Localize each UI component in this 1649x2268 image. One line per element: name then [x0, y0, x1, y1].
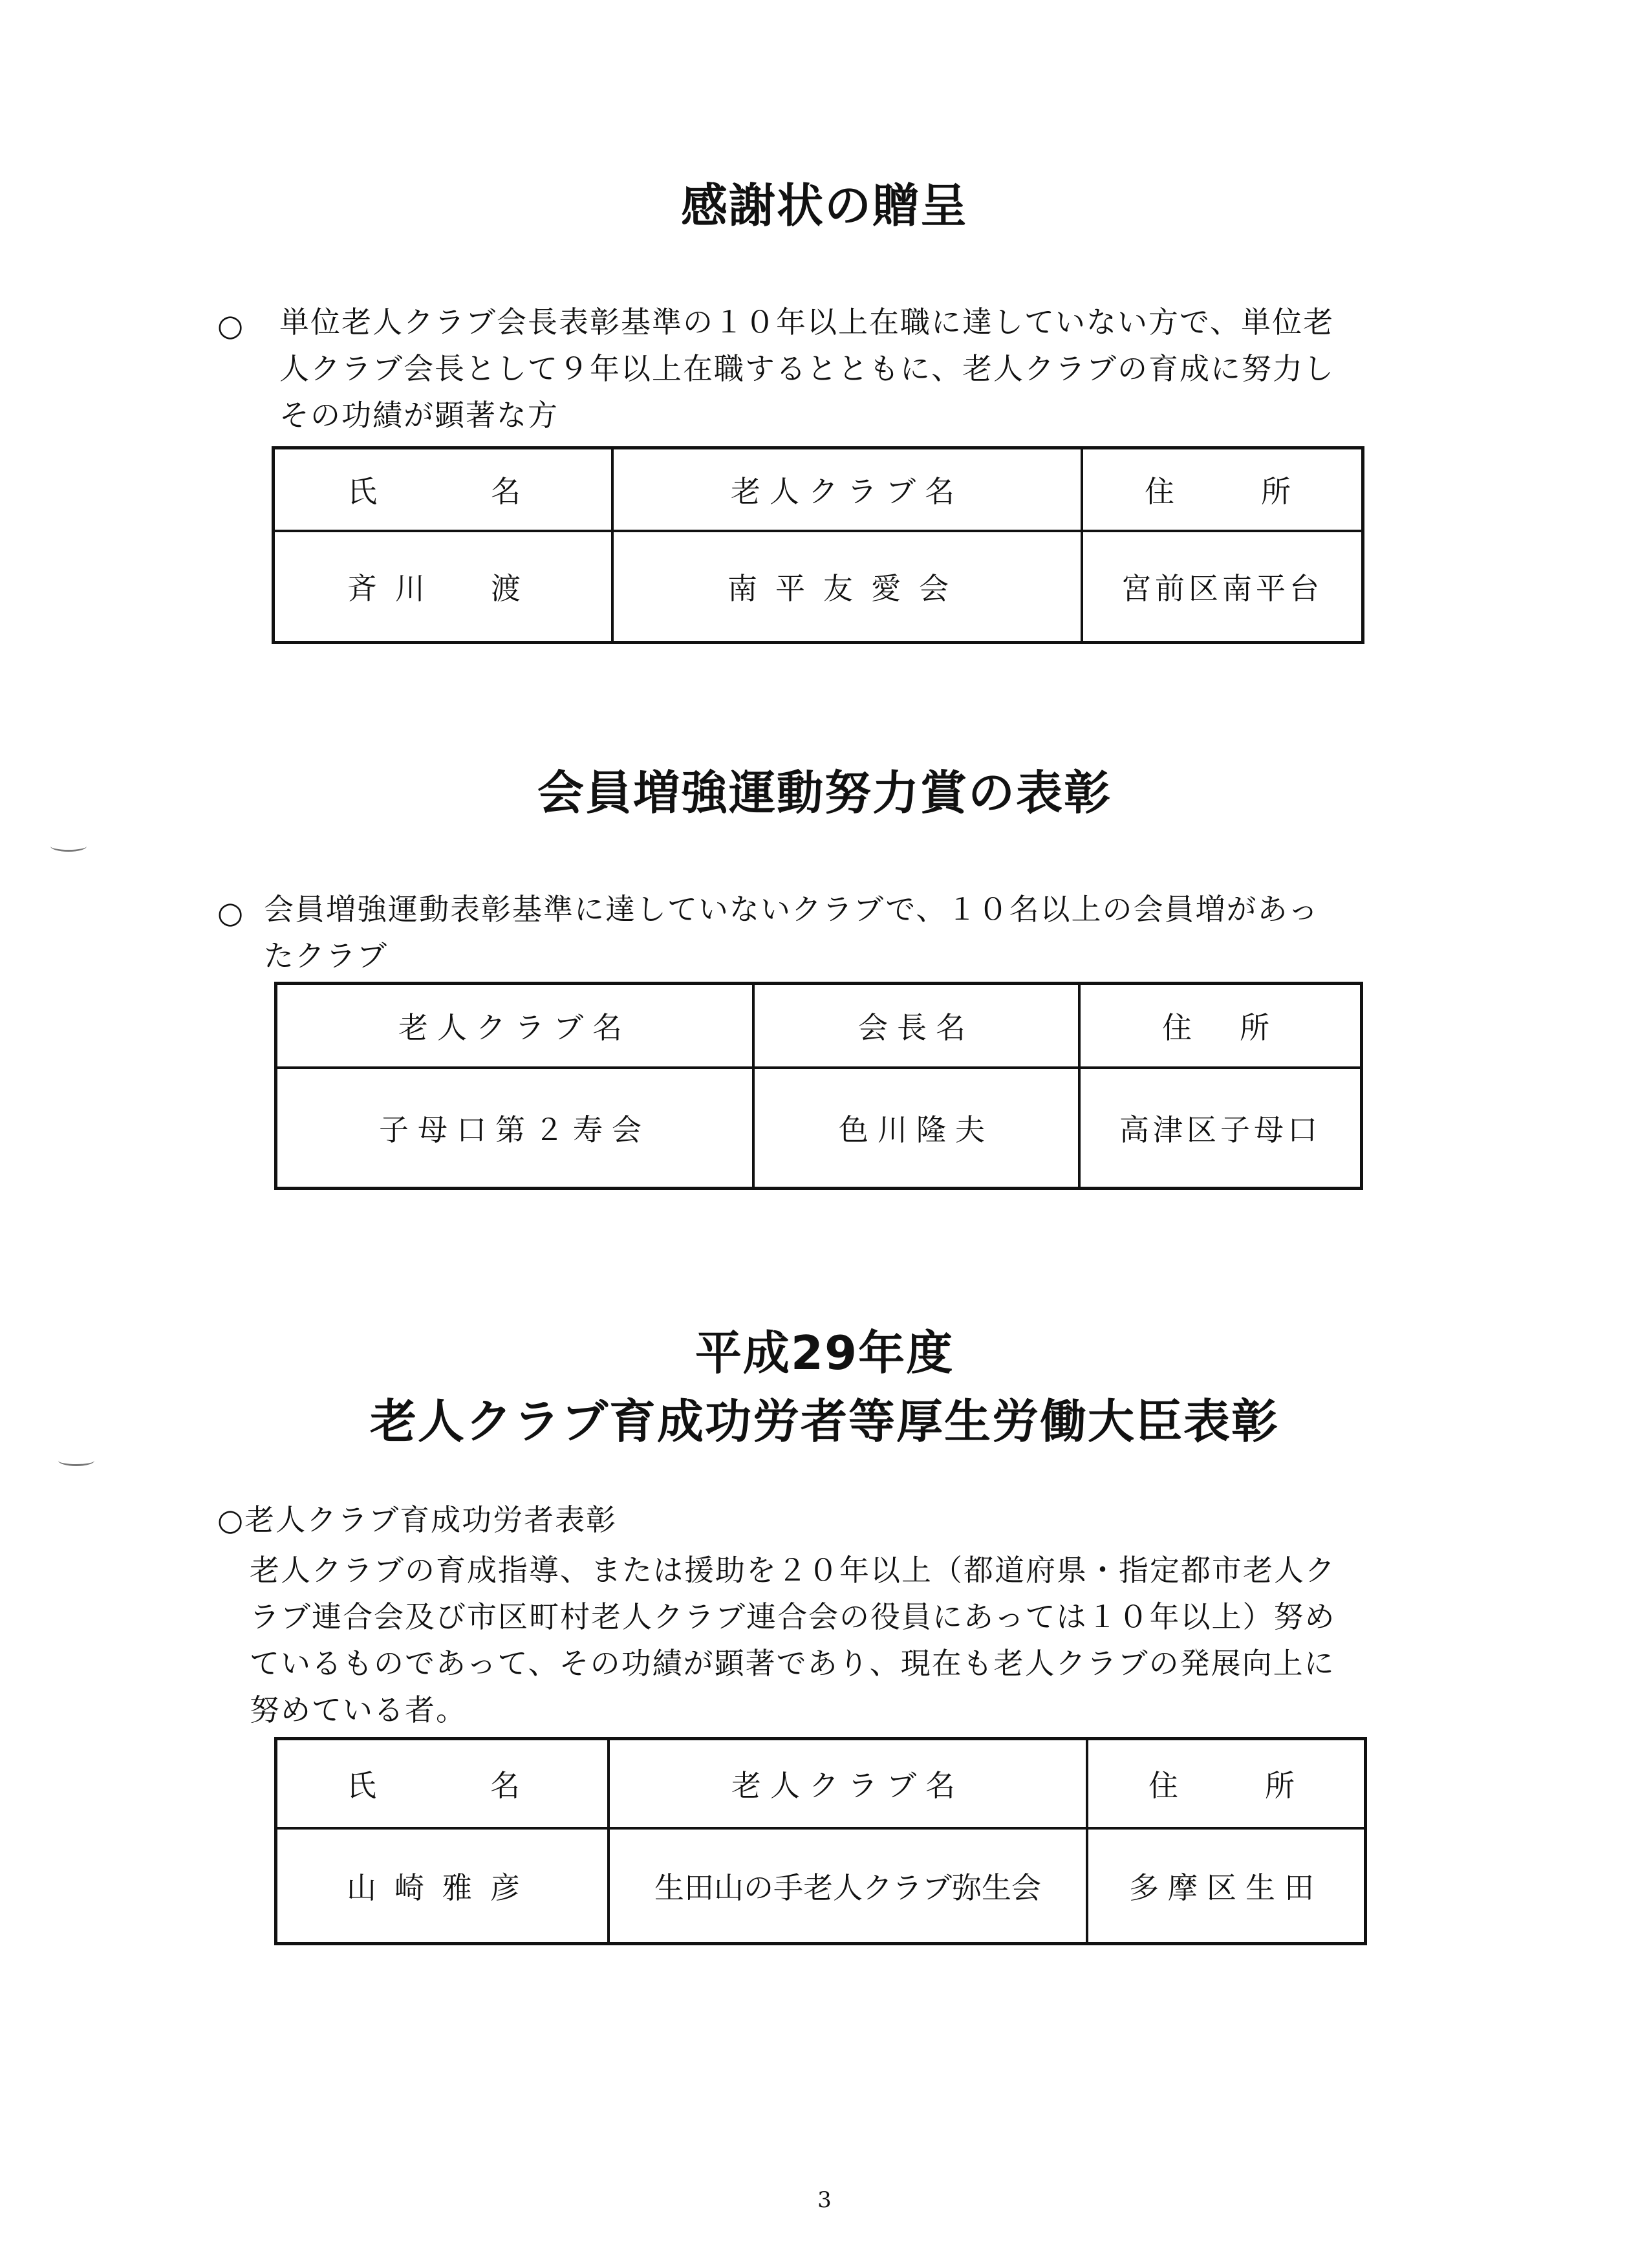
section2-bullet: ○: [217, 895, 244, 930]
header-address: 住 所: [1082, 448, 1363, 531]
section3-desc-line-3: ているものであって、その功績が顕著であり、現在も老人クラブの発展向上に: [250, 1646, 1335, 1681]
cell-club-name: 南平友愛会: [612, 531, 1082, 643]
cell-club-name: 生田山の手老人クラブ弥生会: [609, 1828, 1087, 1944]
table-header-row: [276, 984, 1362, 1068]
header-club-name: 老人クラブ名: [276, 984, 754, 1068]
section3-title: 老人クラブ育成功労者等厚生労働大臣表彰: [369, 1394, 1279, 1449]
table-row: [276, 1068, 1362, 1189]
section2-title: 会員増強運動努力賞の表彰: [537, 766, 1112, 820]
header-chairman-name: 会長名: [753, 984, 1079, 1068]
cell-chairman-name: 色川隆夫: [753, 1068, 1079, 1189]
section1-table: [272, 446, 1364, 644]
cell-address: 宮前区南平台: [1082, 531, 1363, 643]
section3-description: [250, 1547, 1336, 1733]
section1-desc-line-1: 単位老人クラブ会長表彰基準の１０年以上在職に達していない方で、単位老: [279, 305, 1335, 340]
page-number: 3: [817, 2187, 832, 2213]
header-name: 氏 名: [276, 1739, 609, 1828]
cell-address: 多摩区生田: [1087, 1828, 1366, 1944]
scan-mark: [50, 841, 87, 852]
section3-table: [274, 1737, 1367, 1945]
section3-desc-line-4: 努めている者。: [250, 1692, 467, 1727]
table-header-row: [276, 1739, 1366, 1828]
section3-desc-line-2: ラブ連合会及び市区町村老人クラブ連合会の役員にあっては１０年以上）努め: [250, 1599, 1336, 1634]
section3-title-year: 平成29年度: [695, 1326, 954, 1380]
table-row: [276, 1828, 1366, 1944]
section1-desc-line-3: その功績が顕著な方: [279, 398, 559, 433]
table-header-row: [274, 448, 1363, 531]
section2-desc-line-2: たクラブ: [264, 938, 388, 973]
section2-table: [274, 982, 1363, 1190]
cell-club-name: 子母口第２寿会: [276, 1068, 754, 1189]
header-address: 住 所: [1087, 1739, 1366, 1828]
section1-bullet: ○: [217, 308, 244, 343]
cell-person-name: 斉川 渡: [274, 531, 613, 643]
header-club-name: 老人クラブ名: [612, 448, 1082, 531]
cell-address: 高津区子母口: [1079, 1068, 1362, 1189]
section3-desc-line-1: 老人クラブの育成指導、または援助を２０年以上（都道府県・指定都市老人ク: [250, 1553, 1336, 1588]
section1-desc-line-2: 人クラブ会長として９年以上在職するとともに、老人クラブの育成に努力し: [279, 351, 1335, 386]
section1-title: 感謝状の贈呈: [680, 178, 968, 233]
header-club-name: 老人クラブ名: [609, 1739, 1087, 1828]
header-address: 住 所: [1079, 984, 1362, 1068]
scan-mark: [58, 1455, 94, 1466]
section3-subheading: ○老人クラブ育成功労者表彰: [217, 1502, 618, 1537]
section2-description: [264, 886, 1319, 979]
table-row: [274, 531, 1363, 643]
section2-desc-line-1: 会員増強運動表彰基準に達していないクラブで、１０名以上の会員増があっ: [264, 892, 1319, 927]
header-name: 氏 名: [274, 448, 613, 531]
section1-description: [279, 299, 1335, 438]
cell-person-name: 山崎雅彦: [276, 1828, 609, 1944]
